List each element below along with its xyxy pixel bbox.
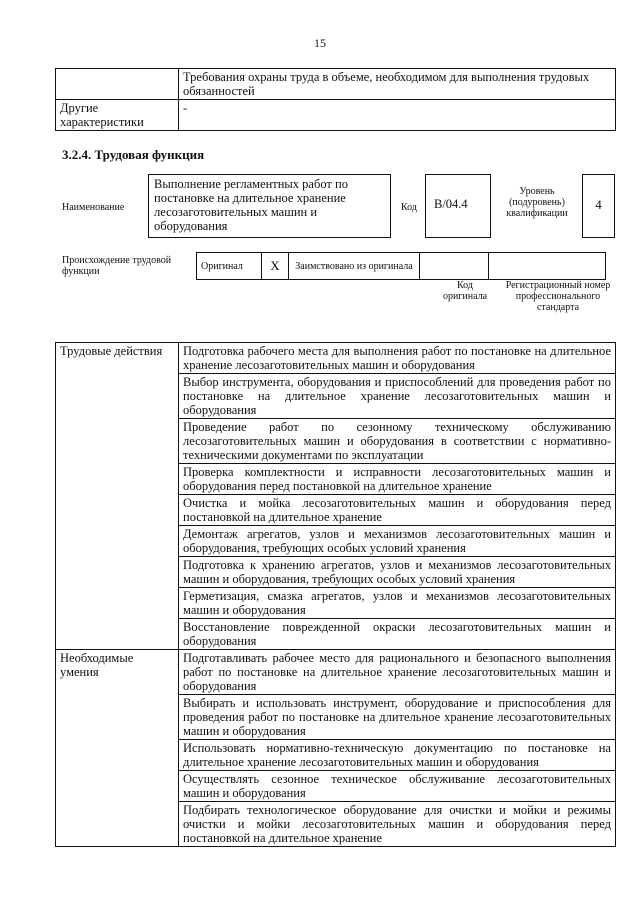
skill-group-label: Необходимые умения xyxy=(56,650,179,847)
origin-label: Происхождение трудовой функции xyxy=(62,255,172,277)
table-row xyxy=(56,69,616,100)
skill-item: Подготавливать рабочее место для рационального и безопасного выполнения работ по постановке на длительное хранение лесозаготовительных машин и оборудования xyxy=(179,650,616,695)
continuation-table xyxy=(55,68,616,131)
labor-action-item: Восстановление поврежденной окраски лесозаготовительных машин и оборудования xyxy=(179,619,616,650)
row-label: Другие характеристики xyxy=(56,100,179,131)
original-mark: X xyxy=(262,253,289,280)
code-label: Код xyxy=(401,202,417,213)
code-original-cell xyxy=(420,253,489,280)
labor-function-table xyxy=(55,342,616,847)
borrowed-label: Заимствовано из оригинала xyxy=(289,253,420,280)
labor-action-item: Выбор инструмента, оборудования и приспособлений для проведения работ по постановке на длительное хранение лесозаготовительных машин и оборудования xyxy=(179,374,616,419)
labor-action-item: Демонтаж агрегатов, узлов и механизмов лесозаготовительных машин и оборудования, требующих особых условий хранения xyxy=(179,526,616,557)
labor-action-item: Подготовка к хранению агрегатов, узлов и механизмов лесозаготовительных машин и оборудования, требующих особых условий хранения xyxy=(179,557,616,588)
skill-item: Выбирать и использовать инструмент, оборудование и приспособления для проведения работ по постановке на длительное хранение лесозаготовительных машин и оборудования xyxy=(179,695,616,740)
reg-number-cell xyxy=(489,253,606,280)
table-row xyxy=(56,650,616,695)
skill-item: Использовать нормативно-техническую документацию по постановке на длительное хранение лесозаготовительных машин и оборудования xyxy=(179,740,616,771)
function-name-box: Выполнение регламентных работ по постановке на длительное хранение лесозаготовительных машин и оборудования xyxy=(148,174,391,238)
table-row xyxy=(197,253,606,280)
level-label: Уровень (подуровень) квалификации xyxy=(506,186,568,219)
qualification-level-box: 4 xyxy=(582,174,615,238)
labor-action-item: Герметизация, смазка агрегатов, узлов и механизмов лесозаготовительных машин и оборудования xyxy=(179,588,616,619)
original-label: Оригинал xyxy=(197,253,262,280)
row-value: - xyxy=(179,100,616,131)
labor-action-item: Проверка комплектности и исправности лесозаготовительных машин и оборудования перед постановкой на длительное хранение xyxy=(179,464,616,495)
code-original-label: Код оригинала xyxy=(442,280,488,302)
labor-action-item: Подготовка рабочего места для выполнения работ по постановке на длительное хранение лесозаготовительных машин и оборудования xyxy=(179,343,616,374)
labor-action-item: Очистка и мойка лесозаготовительных машин и оборудования перед постановкой на длительное хранение xyxy=(179,495,616,526)
skill-item: Осуществлять сезонное техническое обслуживание лесозаготовительных машин и оборудования xyxy=(179,771,616,802)
section-heading: 3.2.4. Трудовая функция xyxy=(62,147,205,162)
function-code-box: B/04.4 xyxy=(425,174,491,238)
row-value: Требования охраны труда в объеме, необходимом для выполнения трудовых обязанностей xyxy=(179,69,616,100)
labor-action-item: Проведение работ по сезонному техническому обслуживанию лесозаготовительных машин и оборудования в соответствии с нормативно-техническими документами по эксплуатации xyxy=(179,419,616,464)
table-row xyxy=(56,343,616,374)
reg-number-label: Регистрационный номер профессионального стандарта xyxy=(505,280,611,313)
row-label xyxy=(56,69,179,100)
name-label: Наименование xyxy=(62,202,125,213)
origin-table xyxy=(196,252,606,280)
page-number: 15 xyxy=(314,36,326,50)
labor-action-group-label: Трудовые действия xyxy=(56,343,179,650)
table-row xyxy=(56,100,616,131)
skill-item: Подбирать технологическое оборудование для очистки и мойки и режимы очистки и мойки лесозаготовительных машин и оборудования перед постановкой на длительное хранение xyxy=(179,802,616,847)
